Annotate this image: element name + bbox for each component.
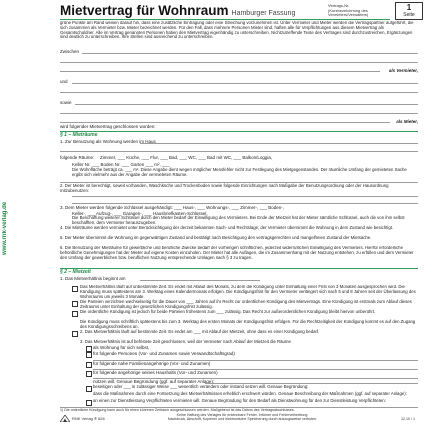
footnote: 1) Die ordentliche Kündigung kann auch für einen kürzeren Zeitraum ausgeschlossen werden. Maßgebend ist das Datum des Vertragsabschlusses.: [60, 408, 295, 412]
section1-item6: 6. Die Benutzung der Mieträume für gewerbliche und berufliche Zwecke bedarf der vorherigen schriftlichen, jederzeit widerruflichen Einwilligung des Vermieters. Hierfür erforderliche behördliche Genehmigungen hat der Mieter auf eigene Kosten einzuholen. Der Mieter hat alle Auflagen, die im Zusammenhang mit der Nutzung entstehen, zu erfüllen und dem Vermieter den Umfang der gewerblichen bzw. beruflichen Nutzung entsprechende Umlagen nach § 3 zu tragen.: [60, 246, 414, 260]
keys-procurement-text: Die Beschaffung weiterer Schlüssel durch den Mieter bedarf der Einwilligung des Vermieters. Bei Ende der Mietzeit hat der Mieter sämtliche Schlüssel, auch die von ihm selbst beschafften, dem Vermieter herauszugeben.: [72, 215, 405, 225]
house-address-line[interactable]: [140, 143, 418, 144]
household-checkbox[interactable]: [86, 371, 92, 377]
section2-title: § 2 – Mietzeit: [60, 269, 91, 275]
fixed-term-checkbox[interactable]: [72, 331, 78, 337]
keys-line-2: Keller-, ___ Aufzug-, ___ Garagen-, ___ Hausbriefkasten-Schlüssel.: [72, 211, 208, 216]
rooms-label: folgende Räume:: [60, 155, 95, 160]
section1-title: § 1 – Mieträume: [60, 132, 98, 138]
page-number-label: Seite: [403, 12, 415, 18]
living-area-text: Die Wohnfläche beträgt ca. ___ m². Diese Angabe dient wegen möglicher Messfehler nicht zur Festlegung des Mietgegenstandes. Der räumliche Umfang der gemieteten Sache ergibt sich vielmehr aus der Angabe der vermieteten Räume.: [72, 167, 407, 177]
own-use-label: als Wohnung für sich selbst,: [93, 345, 150, 350]
document-subtitle: Hamburger Fassung: [231, 10, 296, 17]
section2-rule: [60, 268, 418, 269]
form-code: 12.10 / 1: [401, 417, 415, 421]
facilities-line-1[interactable]: [72, 196, 418, 197]
tenant-line-3[interactable]: [75, 104, 418, 105]
house-address-line-2[interactable]: [60, 151, 418, 152]
document-title: Mietvertrag für Wohnraum: [60, 3, 229, 18]
facilities-line-2[interactable]: [72, 203, 418, 204]
section1-item2: 2. Der Mieter ist berechtigt, soweit vorhanden, Waschküche und Trockenboden sowie folgende Einrichtungen nach Maßgabe der Benutzungsordnung oder der Hausordnung mitzubenutzen:: [60, 183, 389, 193]
section1-rule: [60, 131, 418, 132]
also-label: sowie: [60, 100, 72, 105]
tenant-line-4[interactable]: [60, 113, 418, 114]
persons-checkbox[interactable]: [86, 352, 92, 358]
rooms-list: Zimmer, ___ Küche, ___ Flur, ___ Bad, ___ WC, ___ Bad mit WC, ___ Balkon/Loggia,: [100, 155, 273, 160]
page-number: 1: [406, 3, 412, 12]
indefinite-term-text: Das Mietverhältnis läuft auf unbestimmte Zeit. Es endet mit Ablauf des Monats, zu dem die Kündigung unter Einhaltung einer Frist von 3 Monaten ausgesprochen wird. Die Kündigung muss spätestens am 3. Werktag eines Kalendermonats erfolgen. Die Kündigungsfrist für den Vermieter verlängert sich nach 5 und 8 Jahren seit der Überlassung des Wohnraums um jeweils 3 Monate.: [80, 285, 416, 299]
disclaimer-line-2: Nachdruck, Abschrift, Kopieren und elektronische Speicherung durch auszugsweise verboten.: [167, 417, 318, 422]
landlord-line-2[interactable]: [60, 62, 418, 63]
contract-number-label: [328, 4, 388, 18]
and-label: und: [60, 79, 68, 84]
termination-form-text: Die Kündigung muss schriftlich spätestens bis zum 3. Werktag des ersten Monats der Kündigungsfrist erfolgen. Für die Rechtzeitigkeit der Kündigung kommt es auf den Zugang des Kündigungsschreibens an.: [80, 319, 416, 329]
tenant-line-5[interactable]: [60, 122, 390, 123]
page-number-box: [395, 2, 423, 20]
landlord-line-3[interactable]: [60, 71, 380, 72]
cellar-line: Keller Nr. ___ Boden Nr. ___ Garten ___ m², ___: [72, 162, 170, 167]
family-label: für folgende nahe Familienangehörige (Vor- und Zunamen): [93, 361, 211, 366]
household-label: für folgende angehörige seines Haushalts (Vor- und Zunamen): [93, 370, 218, 375]
remove-checkbox[interactable]: [86, 386, 92, 392]
measures-text: dass die Maßnahmen durch eine Fortsetzung des Mietverhältnisses erheblich erschwert würden. Genaue Beschreibung der Maßnahmen (ggf. auf separater Anlage):: [93, 391, 407, 396]
service-text: an einen zur Dienstleistung Verpflichteten vermieten will. Genaue Begründung für den Bedarf als Dienstwohnung für den zur Dienstleistung Verpflichteten:: [93, 398, 386, 403]
family-checkbox[interactable]: [86, 362, 92, 368]
tenant-line-2[interactable]: [60, 92, 418, 93]
section2-item3: 3. Das Mietverhältnis ist auf befristete Zeit geschlossen, weil der Vermieter nach Ablauf der Mietzeit die Räume: [80, 339, 291, 344]
section1-item4: 4. Die Mieträume werden vermietet unter Berücksichtigung der derzeit bekannten Sach- und Rechtslage; der Vermieter übernimmt die Wohnung in dem Zustand wie besichtigt.: [60, 225, 394, 230]
service-checkbox[interactable]: [86, 400, 92, 406]
section1-item1: 1. Zur Benutzung als Wohnung werden im Haus: [60, 139, 156, 144]
section1-item3: 3. Dem Mieter werden folgende Schlüssel ausgehändigt: ___ Haus-, ___ Wohnungs-, ___ Zimmer-, ___ Boden-,: [60, 205, 285, 210]
usage-reason-label: nutzen will. Genaue Begründung (ggf. auf separater Anlage):: [93, 379, 215, 384]
indefinite-term-checkbox[interactable]: [72, 286, 78, 292]
persons-label: für folgende Personen (Vor- und Zunamen sowie Verwandtschaftsgrad): [93, 351, 235, 356]
disclaimer-line-1: Keine Haftung des Verlages für erkennbare Fehler, Irrtümer und Fehlerverbreitung.: [176, 413, 309, 417]
contract-number-sub: (Kurzbezeichnung des Vermieters/Verwalters): [328, 7, 369, 17]
tenant-line-1[interactable]: [72, 83, 418, 84]
landlord-line-1[interactable]: [82, 53, 418, 54]
between-label: Zwischen: [60, 49, 80, 54]
closing-text: wird folgender Mietvertrag geschlossen worden:: [60, 124, 156, 129]
section2-item2: 2. Das Mietverhältnis läuft auf bestimmte Zeit. Es endet am ___ mit Ablauf der Mietzeit, ohne dass es einer Kündigung bedarf.: [80, 329, 320, 334]
start-date-line[interactable]: [140, 280, 260, 281]
section1-item5: 5. Der Mieter übernimmt die Wohnung im gegenwärtigen Zustand und bestätigt nach Besichtigung den vertragsgerechten und mangelfreien Zustand der Mietsache.: [60, 235, 372, 240]
header-rule: [60, 19, 390, 20]
as-tenant-label: als Mieter,: [396, 119, 418, 124]
remove-text: beseitigen oder ___ in zulässiger Weise ___ wesentlich verändern oder instand setzen will. Genaue Begründung:: [93, 384, 309, 389]
waiver-text: Die Parteien verzichten wechselseitig für die Dauer von ___ Jahren auf ihr Recht zur ordentlichen Kündigung des Mietvertrags. Eine Kündigung ist erstmals zum Ablauf dieses Zeitraums unter Einhaltung der gesetzlichen Kündigungsfrist zulässig.: [80, 299, 412, 309]
publisher-brand: RNK Verlag ® 626: [72, 416, 105, 421]
contract-number-title: Vertrags-Nr.: [328, 3, 350, 8]
waiver-checkbox[interactable]: [72, 301, 78, 307]
publisher-url: www.rnk-verlag.de: [2, 201, 8, 255]
earliest-termination-checkbox[interactable]: [72, 311, 78, 317]
section2-item1: 1. Das Mietverhältnis beginnt am: [60, 276, 126, 281]
earliest-termination-text: Die ordentliche Kündigung ist jedoch für beide Parteien frühestens zum ___ zulässig. Das Recht zur außerordentlichen Kündigung bleibt hiervon unberührt.: [80, 309, 376, 314]
own-use-checkbox[interactable]: [86, 346, 92, 352]
disclaimer: [100, 413, 385, 421]
intro-text: grüne Punkte am Rand weisen darauf hin, dass eine zusätzliche Eintragung oder eine Streichung vorzunehmen ist. Unter Vermieter und Mieter werden die Vertragspartner aufgeführt, die sich zusammen als Vermieter bzw. Mieter bezeichnet werden. Für den Fall, dass mehrere Personen Mieter sind, haften alle für Verpflichtungen aus diesem Mietvertrag als Gesamtschuldner. Alle im Vertrag genannten Personen haben den Mietvertrag eigenhändig zu unterschreiben. Nichtzutreffende Texte des Vertrages sind durchzustreichen, Ergänzungen sind deutlich zu unterschreiben. Ihre Stellen sind ausreichend zu unterschreiben.: [60, 21, 414, 40]
as-landlord-label: als Vermieter,: [388, 68, 418, 73]
publisher-logo-icon: [60, 415, 70, 422]
